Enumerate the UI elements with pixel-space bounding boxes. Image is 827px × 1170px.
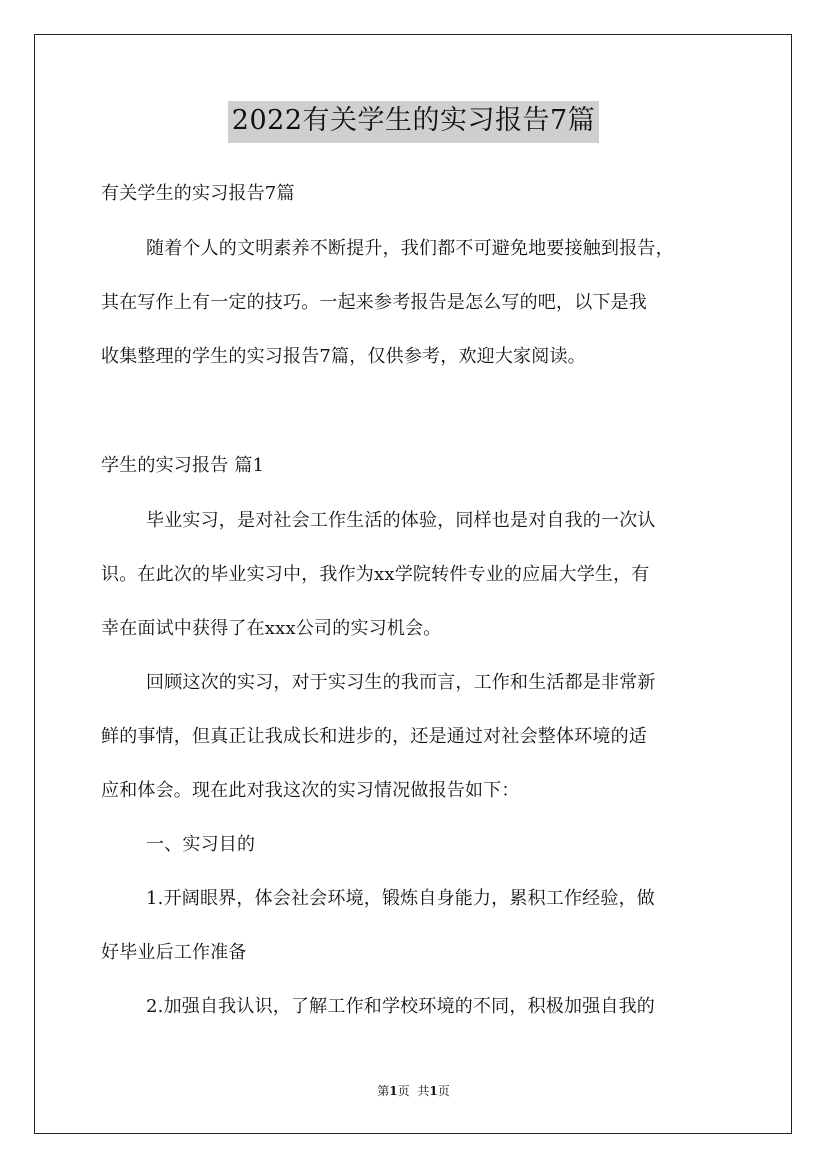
paragraph-1-line-1: 毕业实习，是对社会工作生活的体验，同样也是对自我的一次认 [146,510,656,531]
footer-total-prefix: 共 [417,1084,430,1098]
footer-page-number: 1 [389,1084,398,1098]
intro-line-3: 收集整理的学生的实习报告7篇，仅供参考，欢迎大家阅读。 [101,346,586,367]
item-heading: 一、实习目的 [146,834,256,855]
item-1-line-1: 1.开阔眼界，体会社会环境，锻炼自身能力，累积工作经验，做 [146,888,655,909]
document-title: 2022有关学生的实习报告7篇 [228,101,599,143]
page-footer [0,1083,827,1099]
section-heading: 学生的实习报告 篇1 [101,455,265,476]
footer-total-number: 1 [429,1084,438,1098]
item-2-line-1: 2.加强自我认识，了解工作和学校环境的不同，积极加强自我的 [146,996,655,1017]
paragraph-2-line-1: 回顾这次的实习，对于实习生的我而言，工作和生活都是非常新 [146,672,656,693]
paragraph-1-line-3: 幸在面试中获得了在xxx公司的实习机会。 [101,618,442,639]
footer-total-suffix: 页 [437,1084,450,1098]
paragraph-1-line-2: 识。在此次的毕业实习中，我作为xx学院转件专业的应届大学生，有 [101,564,650,585]
paragraph-2-line-3: 应和体会。现在此对我这次的实习情况做报告如下： [101,780,520,801]
intro-line-2: 其在写作上有一定的技巧。一起来参考报告是怎么写的吧，以下是我 [101,292,647,313]
document-title-block [0,101,827,143]
item-1-line-2: 好毕业后工作准备 [101,942,247,963]
footer-page-prefix: 第 [377,1084,390,1098]
intro-line-1: 随着个人的文明素养不断提升，我们都不可避免地要接触到报告， [146,238,674,259]
footer-page-suffix: 页 [397,1084,410,1098]
document-subtitle: 有关学生的实习报告7篇 [101,183,295,204]
paragraph-2-line-2: 鲜的事情，但真正让我成长和进步的，还是通过对社会整体环境的适 [101,726,647,747]
